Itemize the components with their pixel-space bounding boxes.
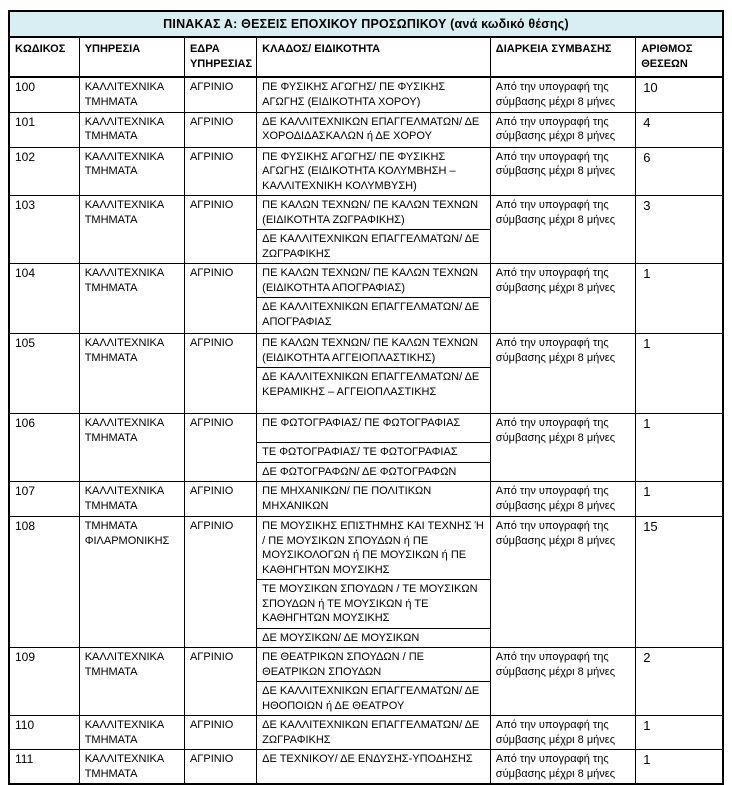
specialty-item: ΠΕ ΚΑΛΩΝ ΤΕΧΝΩΝ/ ΠΕ ΚΑΛΩΝ ΤΕΧΝΩΝ (ΕΙΔΙΚΟΤΗΤΑ ΑΓΓΕΙΟΠΛΑΣΤΙΚΗΣ) — [262, 337, 479, 364]
service-cell: ΤΜΗΜΑΤΑ ΦΙΛΑΡΜΟΝΙΚΗΣ — [79, 517, 184, 648]
seat-cell: ΑΓΡΙΝΙΟ — [184, 750, 256, 785]
specialty-item: ΠΕ ΘΕΑΤΡΙΚΩΝ ΣΠΟΥΔΩΝ / ΠΕ ΘΕΑΤΡΙΚΩΝ ΣΠΟΥΔΩΝ — [262, 651, 425, 678]
seat-cell: ΑΓΡΙΝΙΟ — [184, 147, 256, 196]
specialty-item: ΔΕ ΚΑΛΛΙΤΕΧΝΙΚΩΝ ΕΠΑΓΓΕΛΜΑΤΩΝ/ ΔΕ ΑΠΟΓΡΑΦΙΑΣ — [257, 297, 490, 331]
service-cell: ΚΑΛΛΙΤΕΧΝΙΚΑ ΤΜΗΜΑΤΑ — [79, 147, 184, 196]
specialty-cell — [257, 716, 491, 750]
seat-cell: ΑΓΡΙΝΙΟ — [184, 414, 256, 482]
code-cell: 107 — [9, 482, 79, 517]
duration-cell: Από την υπογραφή της σύμβασης μέχρι 8 μήνες — [490, 147, 635, 196]
specialty-item: ΔΕ ΦΩΤΟΓΡΑΦΩΝ/ ΔΕ ΦΩΤΟΓΡΑΦΩΝ — [257, 462, 490, 482]
specialty-item: ΠΕ ΚΑΛΩΝ ΤΕΧΝΩΝ/ ΠΕ ΚΑΛΩΝ ΤΕΧΝΩΝ (ΕΙΔΙΚΟΤΗΤΑ ΖΩΓΡΑΦΙΚΗΣ) — [262, 199, 479, 226]
specialty-item: ΠΕ ΚΑΛΩΝ ΤΕΧΝΩΝ/ ΠΕ ΚΑΛΩΝ ΤΕΧΝΩΝ (ΕΙΔΙΚΟΤΗΤΑ ΑΠΟΓΡΑΦΙΑΣ) — [262, 267, 479, 294]
specialty-item: ΔΕ ΚΑΛΛΙΤΕΧΝΙΚΩΝ ΕΠΑΓΓΕΛΜΑΤΩΝ/ ΔΕ ΧΟΡΟΔΙΔΑΣΚΑΛΩΝ ή ΔΕ ΧΟΡΟΥ — [262, 115, 480, 142]
service-cell: ΚΑΛΛΙΤΕΧΝΙΚΑ ΤΜΗΜΑΤΑ — [79, 112, 184, 147]
duration-cell: Από την υπογραφή της σύμβασης μέχρι 8 μήνες — [490, 750, 635, 785]
code-cell: 103 — [9, 196, 79, 264]
table-row — [9, 716, 723, 750]
specialty-item: ΔΕ ΚΑΛΛΙΤΕΧΝΙΚΩΝ ΕΠΑΓΓΕΛΜΑΤΩΝ/ ΔΕ ΖΩΓΡΑΦΙΚΗΣ — [257, 229, 490, 263]
column-header-service: ΥΠΗΡΕΣΙΑ — [79, 37, 184, 77]
column-header-positions: ΑΡΙΘΜΟΣ ΘΕΣΕΩΝ — [636, 37, 723, 77]
service-cell: ΚΑΛΛΙΤΕΧΝΙΚΑ ΤΜΗΜΑΤΑ — [79, 482, 184, 517]
table-row — [9, 648, 723, 716]
seat-cell: ΑΓΡΙΝΙΟ — [184, 196, 256, 264]
table-row — [9, 414, 723, 482]
code-cell: 105 — [9, 334, 79, 414]
duration-cell: Από την υπογραφή της σύμβασης μέχρι 8 μήνες — [490, 517, 635, 648]
specialty-cell — [257, 482, 491, 517]
seat-cell: ΑΓΡΙΝΙΟ — [184, 264, 256, 334]
code-cell: 104 — [9, 264, 79, 334]
table-row — [9, 112, 723, 147]
table-title: ΠΙΝΑΚΑΣ Α: ΘΕΣΕΙΣ ΕΠΟΧΙΚΟΥ ΠΡΟΣΩΠΙΚΟΥ (ανά κωδικό θέσης) — [9, 11, 723, 37]
specialty-item: ΤΕ ΜΟΥΣΙΚΩΝ ΣΠΟΥΔΩΝ / ΤΕ ΜΟΥΣΙΚΩΝ ΣΠΟΥΔΩΝ ή ΤΕ ΜΟΥΣΙΚΩΝ ή ΤΕ ΚΑΘΗΓΗΤΩΝ ΜΟΥΣΙΚΗΣ — [257, 579, 490, 628]
specialty-item: ΠΕ ΦΥΣΙΚΗΣ ΑΓΩΓΗΣ/ ΠΕ ΦΥΣΙΚΗΣ ΑΓΩΓΗΣ (ΕΙΔΙΚΟΤΗΤΑ ΧΟΡΟΥ) — [262, 81, 446, 108]
duration-cell: Από την υπογραφή της σύμβασης μέχρι 8 μήνες — [490, 196, 635, 264]
code-cell: 108 — [9, 517, 79, 648]
table-row — [9, 264, 723, 334]
positions-cell: 1 — [636, 264, 723, 334]
specialty-item: ΔΕ ΚΑΛΛΙΤΕΧΝΙΚΩΝ ΕΠΑΓΓΕΛΜΑΤΩΝ/ ΔΕ ΖΩΓΡΑΦΙΚΗΣ — [262, 719, 480, 746]
specialty-cell — [257, 517, 491, 648]
specialty-item: ΔΕ ΜΟΥΣΙΚΩΝ/ ΔΕ ΜΟΥΣΙΚΩΝ — [257, 628, 490, 648]
specialty-item: ΔΕ ΤΕΧΝΙΚΟΥ/ ΔΕ ΕΝΔΥΣΗΣ-ΥΠΟΔΗΣΗΣ — [262, 753, 473, 765]
duration-cell: Από την υπογραφή της σύμβασης μέχρι 8 μήνες — [490, 77, 635, 112]
specialty-item: ΠΕ ΜΗΧΑΝΙΚΩΝ/ ΠΕ ΠΟΛΙΤΙΚΩΝ ΜΗΧΑΝΙΚΩΝ — [262, 485, 432, 512]
specialty-cell — [257, 147, 491, 196]
service-cell: ΚΑΛΛΙΤΕΧΝΙΚΑ ΤΜΗΜΑΤΑ — [79, 414, 184, 482]
table-row — [9, 334, 723, 414]
specialty-cell — [257, 77, 491, 112]
table-row — [9, 482, 723, 517]
seat-cell: ΑΓΡΙΝΙΟ — [184, 77, 256, 112]
specialty-item: ΔΕ ΚΑΛΛΙΤΕΧΝΙΚΩΝ ΕΠΑΓΓΕΛΜΑΤΩΝ/ ΔΕ ΚΕΡΑΜΙΚΗΣ – ΑΓΓΕΙΟΠΛΑΣΤΙΚΗΣ — [257, 367, 490, 401]
table-row — [9, 196, 723, 264]
column-header-code: ΚΩΔΙΚΟΣ — [9, 37, 79, 77]
positions-cell: 10 — [636, 77, 723, 112]
positions-cell: 3 — [636, 196, 723, 264]
table-title-row — [9, 11, 723, 37]
seasonal-positions-table — [8, 10, 724, 785]
code-cell: 111 — [9, 750, 79, 785]
specialty-cell — [257, 196, 491, 264]
service-cell: ΚΑΛΛΙΤΕΧΝΙΚΑ ΤΜΗΜΑΤΑ — [79, 77, 184, 112]
code-cell: 110 — [9, 716, 79, 750]
table-header-row — [9, 37, 723, 77]
column-header-specialty: ΚΛΑΔΟΣ/ ΕΙΔΙΚΟΤΗΤΑ — [257, 37, 491, 77]
specialty-item: ΠΕ ΜΟΥΣΙΚΗΣ ΕΠΙΣΤΗΜΗΣ ΚΑΙ ΤΕΧΝΗΣ Ή / ΠΕ ΜΟΥΣΙΚΩΝ ΣΠΟΥΔΩΝ ή ΠΕ ΜΟΥΣΙΚΟΛΟΓΩΝ ή ΠΕ ΜΟΥΣΙΚΩΝ ή ΠΕ ΚΑΘΗΓΗΤΩΝ ΜΟΥΣΙΚΗΣ — [262, 520, 484, 576]
table-row — [9, 77, 723, 112]
seat-cell: ΑΓΡΙΝΙΟ — [184, 716, 256, 750]
seat-cell: ΑΓΡΙΝΙΟ — [184, 517, 256, 648]
column-header-seat: ΕΔΡΑ ΥΠΗΡΕΣΙΑΣ — [184, 37, 256, 77]
seat-cell: ΑΓΡΙΝΙΟ — [184, 482, 256, 517]
service-cell: ΚΑΛΛΙΤΕΧΝΙΚΑ ΤΜΗΜΑΤΑ — [79, 196, 184, 264]
table-row — [9, 517, 723, 648]
code-cell: 106 — [9, 414, 79, 482]
positions-cell: 1 — [636, 716, 723, 750]
seat-cell: ΑΓΡΙΝΙΟ — [184, 334, 256, 414]
code-cell: 109 — [9, 648, 79, 716]
table-row — [9, 147, 723, 196]
duration-cell: Από την υπογραφή της σύμβασης μέχρι 8 μήνες — [490, 482, 635, 517]
specialty-item: ΠΕ ΦΥΣΙΚΗΣ ΑΓΩΓΗΣ/ ΠΕ ΦΥΣΙΚΗΣ ΑΓΩΓΗΣ (ΕΙΔΙΚΟΤΗΤΑ ΚΟΛΥΜΒΗΣΗ – ΚΑΛΛΙΤΕΧΝΙΚΗ ΚΟΛΥΜΒΥΣΗ) — [262, 150, 456, 192]
code-cell: 101 — [9, 112, 79, 147]
positions-cell: 1 — [636, 334, 723, 414]
service-cell: ΚΑΛΛΙΤΕΧΝΙΚΑ ΤΜΗΜΑΤΑ — [79, 648, 184, 716]
positions-cell: 15 — [636, 517, 723, 648]
duration-cell: Από την υπογραφή της σύμβασης μέχρι 8 μήνες — [490, 648, 635, 716]
duration-cell: Από την υπογραφή της σύμβασης μέχρι 8 μήνες — [490, 112, 635, 147]
seat-cell: ΑΓΡΙΝΙΟ — [184, 112, 256, 147]
specialty-item: ΔΕ ΚΑΛΛΙΤΕΧΝΙΚΩΝ ΕΠΑΓΓΕΛΜΑΤΩΝ/ ΔΕ ΗΘΟΠΟΙΩΝ ή ΔΕ ΘΕΑΤΡΟΥ — [257, 681, 490, 715]
service-cell: ΚΑΛΛΙΤΕΧΝΙΚΑ ΤΜΗΜΑΤΑ — [79, 750, 184, 785]
specialty-item: ΤΕ ΦΩΤΟΓΡΑΦΙΑΣ/ ΤΕ ΦΩΤΟΓΡΑΦΙΑΣ — [257, 442, 490, 462]
positions-cell: 2 — [636, 648, 723, 716]
positions-cell: 4 — [636, 112, 723, 147]
positions-cell: 6 — [636, 147, 723, 196]
duration-cell: Από την υπογραφή της σύμβασης μέχρι 8 μήνες — [490, 414, 635, 482]
service-cell: ΚΑΛΛΙΤΕΧΝΙΚΑ ΤΜΗΜΑΤΑ — [79, 716, 184, 750]
duration-cell: Από την υπογραφή της σύμβασης μέχρι 8 μήνες — [490, 716, 635, 750]
specialty-cell — [257, 334, 491, 414]
service-cell: ΚΑΛΛΙΤΕΧΝΙΚΑ ΤΜΗΜΑΤΑ — [79, 264, 184, 334]
duration-cell: Από την υπογραφή της σύμβασης μέχρι 8 μήνες — [490, 334, 635, 414]
specialty-cell — [257, 264, 491, 334]
positions-cell: 1 — [636, 482, 723, 517]
code-cell: 100 — [9, 77, 79, 112]
seat-cell: ΑΓΡΙΝΙΟ — [184, 648, 256, 716]
specialty-cell — [257, 414, 491, 482]
duration-cell: Από την υπογραφή της σύμβασης μέχρι 8 μήνες — [490, 264, 635, 334]
service-cell: ΚΑΛΛΙΤΕΧΝΙΚΑ ΤΜΗΜΑΤΑ — [79, 334, 184, 414]
column-header-duration: ΔΙΑΡΚΕΙΑ ΣΥΜΒΑΣΗΣ — [490, 37, 635, 77]
positions-cell: 1 — [636, 414, 723, 482]
specialty-item: ΠΕ ΦΩΤΟΓΡΑΦΙΑΣ/ ΠΕ ΦΩΤΟΓΡΑΦΙΑΣ — [262, 417, 461, 429]
code-cell: 102 — [9, 147, 79, 196]
positions-cell: 1 — [636, 750, 723, 785]
specialty-cell — [257, 648, 491, 716]
specialty-cell — [257, 112, 491, 147]
